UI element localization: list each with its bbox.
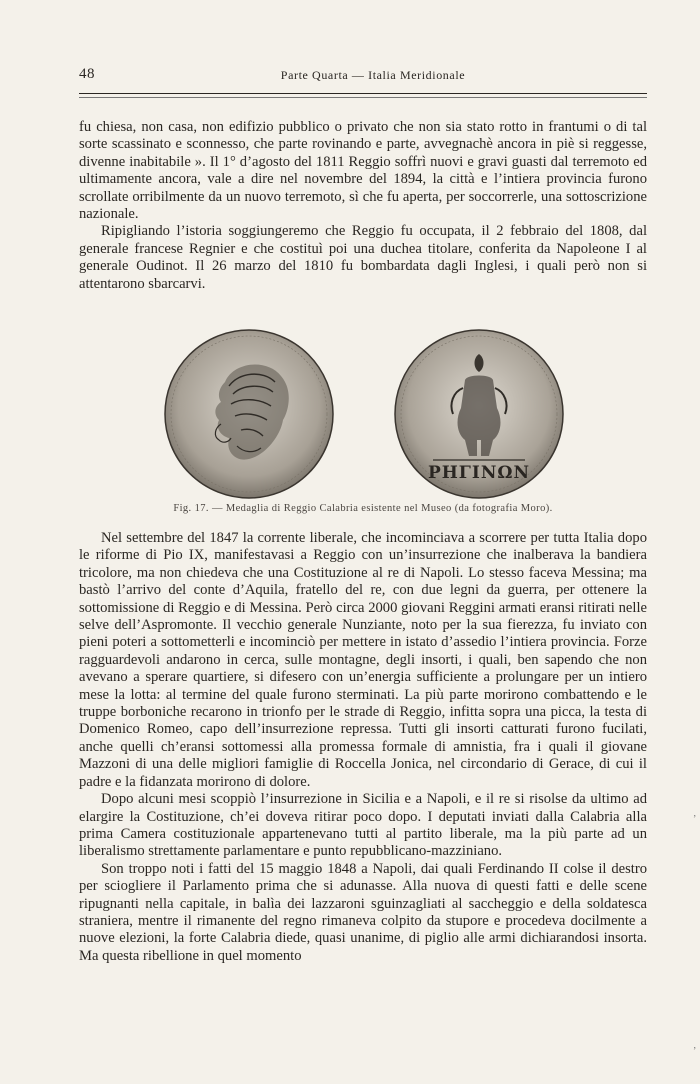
header-rule-thin [79, 97, 647, 98]
scan-edge-mark: , [693, 808, 696, 819]
coin-reverse-image [393, 328, 565, 500]
coin-inscription: ΡΗΓΙΝΩΝ [427, 463, 531, 483]
figure-caption: Fig. 17. — Medaglia di Reggio Calabria esistente nel Museo (da fotografia Moro). [173, 503, 553, 514]
figure-medal [79, 322, 647, 522]
paragraph: fu chiesa, non casa, non edifizio pubblico o privato che non sia stato rotto in frantumi o di tal sorte scassinato e sconnesso, che parte rovinando e parte, avvegnachè ancora in piè si reggesse, divenne inabitabile ». Il 1° d’agosto del 1811 Reggio soffrì nuovi e gravi guasti dal terremoto ed ultimamente ancora, vale a dire nel novembre del 1894, la città e l’intiera provincia furono scrollate orribilmente da un nuovo terremoto, sì che fu aperta, per soccorrerle, una sottoscrizione nazionale. [79, 119, 647, 223]
scan-edge-mark: , [693, 1040, 696, 1051]
page-number: 48 [79, 66, 95, 82]
page-header [79, 66, 647, 88]
body-text-bottom [79, 530, 647, 965]
paragraph: Nel settembre del 1847 la corrente liberale, che incominciava a scorrere per tutta Italia dopo le riforme di Pio IX, manifestavasi a Reggio con un’insurrezione che inalberava la bandiera tricolore, ma non chiedeva che una Costituzione al re di Napoli. Lo stesso faceva Messina; ma bastò l’arrivo del conte d’Aquila, fratello del re, con due legni da guerra, per ottenere la sottomissione di Reggio e di Messina. Però circa 2000 giovani Reggini armati eransi ritirati nelle selve dell’Aspromonte. Il vecchio generale Nunziante, noto per la sua fierezza, fu inviato con pieni poteri a sottometterli e incominciò per mettere in istato d’assedio l’intiera provincia. Forze ragguardevoli andarono in cerca, sulle montagne, degli insorti, i quali, ben sapendo che non avevano a sperare quartiere, si difesero con un’energia sufficiente a prolungare per un intiero mese la lotta: al termine del quale furono sterminati. La più parte morirono combattendo e le truppe borboniche recarono in trionfo per le strade di Reggio, infitta sopra una picca, la testa di Domenico Romeo, capo dell’insurrezione repressa. Tutti gli insorti catturati furono fucilati, anche quelli ch’eransi sottomessi alla promessa formale di amnistia, fra i quali il giovane Mazzoni di una delle migliori famiglie di Roccella Jonica, nel circondario di Gerace, di cui il padre e la fidanzata morirono di dolore. [79, 530, 647, 790]
running-head: Parte Quarta — Italia Meridionale [280, 68, 466, 82]
paragraph: Dopo alcuni mesi scoppiò l’insurrezione in Sicilia e a Napoli, e il re si risolse da ultimo ad elargire la Costituzione, ch’ei doveva ritirar poco dopo. I deputati inviati dalla Calabria alla prima Camera costituzionale appartenevano tutti al partito liberale, ma la più parte ad un liberalismo strettamente parlamentare e punto repubblicano-mazziniano. [79, 791, 647, 860]
body-text-top [79, 119, 647, 293]
coin-obverse-image [163, 328, 335, 500]
paragraph: Son troppo noti i fatti del 15 maggio 1848 a Napoli, dai quali Ferdinando II colse il destro per sciogliere il Parlamento prima che si adunasse. Alla nuova di questi fatti e delle scene ripugnanti nella capitale, in balìa dei lazzaroni sguinzagliati al saccheggio e della soldatesca straniera, mentre il rimanente del regno rimaneva colpito da stupore e procedeva docilmente a nuove elezioni, la forte Calabria diede, quasi unanime, di piglio alle armi dichiarandosi insorta. Ma questa ribellione in quel momento [79, 860, 647, 964]
header-rule [79, 93, 647, 94]
paragraph: Ripigliando l’istoria soggiungeremo che Reggio fu occupata, il 2 febbraio del 1808, dal generale francese Regnier e che costituì poi una duchea titolare, conferita da Napoleone I al generale Oudinot. Il 26 marzo del 1810 fu bombardata dagli Inglesi, i quali però non si attentarono sbarcarvi. [79, 223, 647, 292]
